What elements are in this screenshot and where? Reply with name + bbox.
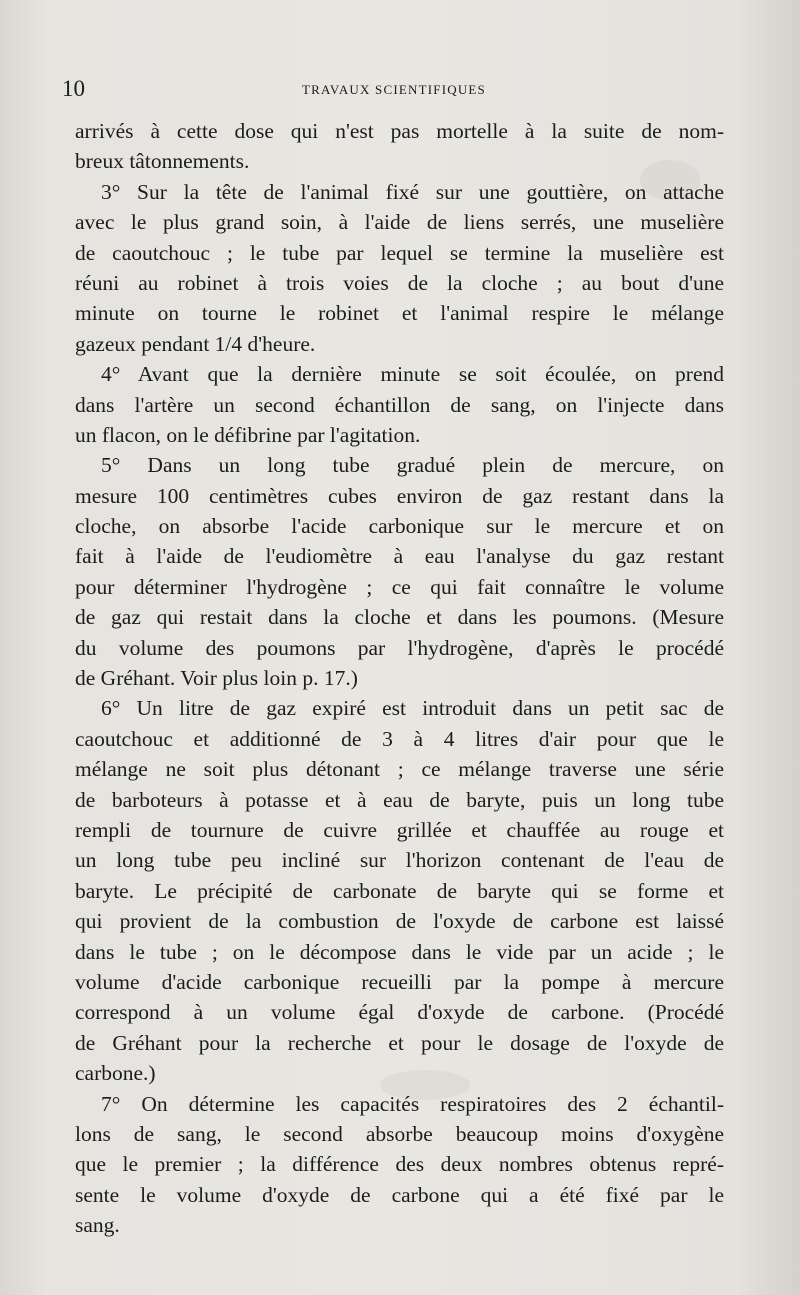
- text-line: carbone.): [75, 1061, 156, 1086]
- text-line: lons de sang, le second absorbe beaucoup moins d'oxygène: [75, 1121, 724, 1146]
- text-line: de caoutchouc ; le tube par lequel se termine la muselière est: [75, 240, 724, 265]
- paragraph-4-start: 4° Avant que la dernière minute se soit écoulée, on prend: [101, 362, 724, 387]
- text-line: arrivés à cette dose qui n'est pas mortelle à la suite de nom-: [75, 119, 724, 143]
- text-line: baryte. Le précipité de carbonate de baryte qui se forme et: [75, 878, 724, 903]
- text-line: qui provient de la combustion de l'oxyde de carbone est laissé: [75, 909, 724, 934]
- text-line: de Gréhant. Voir plus loin p. 17.): [75, 666, 358, 691]
- paragraph-6-start: 6° Un litre de gaz expiré est introduit dans un petit sac de: [101, 696, 724, 721]
- text-line: correspond à un volume égal d'oxyde de carbone. (Procédé: [75, 1000, 724, 1025]
- text-line: sang.: [75, 1213, 120, 1238]
- text-line: de gaz qui restait dans la cloche et dans les poumons. (Mesure: [75, 605, 724, 630]
- text-line: fait à l'aide de l'eudiomètre à eau l'analyse du gaz restant: [75, 544, 724, 569]
- text-line: cloche, on absorbe l'acide carbonique sur le mercure et on: [75, 514, 724, 539]
- text-line: dans le tube ; on le décompose dans le vide par un acide ; le: [75, 939, 724, 964]
- text-line: mesure 100 centimètres cubes environ de gaz restant dans la: [75, 483, 724, 508]
- text-line: pour déterminer l'hydrogène ; ce qui fait connaître le volume: [75, 574, 724, 599]
- text-line: volume d'acide carbonique recueilli par la pompe à mercure: [75, 969, 724, 994]
- text-line: minute on tourne le robinet et l'animal respire le mélange: [75, 301, 724, 326]
- paragraph-3-start: 3° Sur la tête de l'animal fixé sur une gouttière, on attache: [101, 179, 724, 204]
- paragraph-5-start: 5° Dans un long tube gradué plein de mercure, on: [101, 453, 724, 478]
- text-line: un flacon, on le défibrine par l'agitation.: [75, 422, 421, 447]
- text-line: de barboteurs à potasse et à eau de baryte, puis un long tube: [75, 787, 724, 812]
- running-title: TRAVAUX SCIENTIFIQUES: [302, 82, 486, 97]
- text-line: que le premier ; la différence des deux nombres obtenus repré-: [75, 1152, 724, 1177]
- text-line: sente le volume d'oxyde de carbone qui a été fixé par le: [75, 1182, 724, 1207]
- text-line: un long tube peu incliné sur l'horizon contenant de l'eau de: [75, 848, 724, 873]
- text-line: gazeux pendant 1/4 d'heure.: [75, 331, 316, 356]
- body-text: [75, 116, 724, 1240]
- text-line: dans l'artère un second échantillon de sang, on l'injecte dans: [75, 392, 724, 417]
- text-line: caoutchouc et additionné de 3 à 4 litres d'air pour que le: [75, 726, 724, 751]
- paragraph-7-start: 7° On détermine les capacités respiratoires des 2 échantil-: [101, 1091, 724, 1116]
- text-line: réuni au robinet à trois voies de la cloche ; au bout d'une: [75, 270, 724, 295]
- text-line: mélange ne soit plus détonant ; ce mélange traverse une série: [75, 757, 724, 782]
- text-line: de Gréhant pour la recherche et pour le dosage de l'oxyde de: [75, 1030, 724, 1055]
- text-line: rempli de tournure de cuivre grillée et chauffée au rouge et: [75, 817, 724, 842]
- page-number: 10: [62, 76, 85, 101]
- text-line: avec le plus grand soin, à l'aide de liens serrés, une muselière: [75, 210, 724, 235]
- text-line: du volume des poumons par l'hydrogène, d'après le procédé: [75, 635, 724, 660]
- text-line: breux tâtonnements.: [75, 149, 250, 174]
- page-header: [62, 76, 726, 102]
